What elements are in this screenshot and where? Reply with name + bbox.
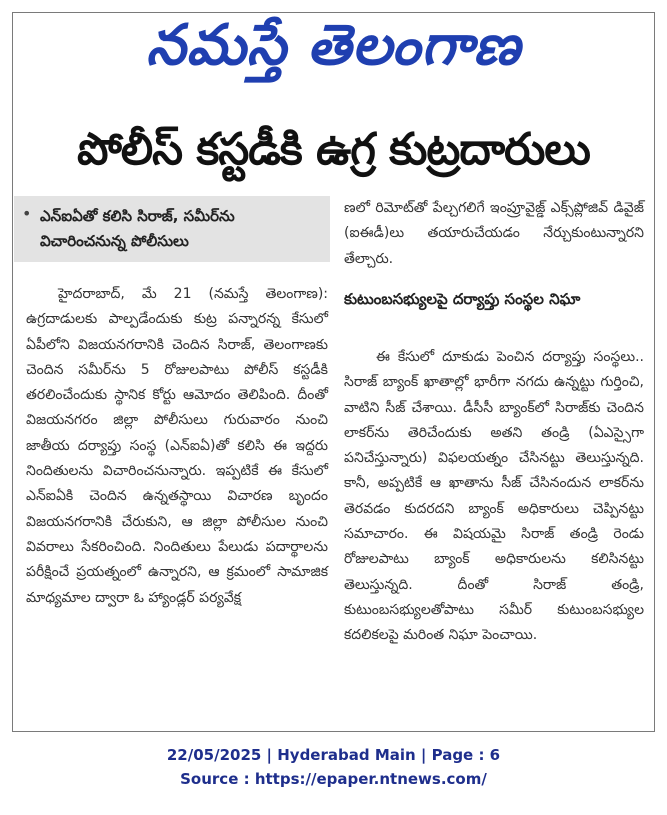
article-subsection-title: కుటుంబసభ్యులపై దర్యాప్తు సంస్థల నిఘా [344, 290, 581, 308]
article-subhead-box [14, 196, 330, 262]
bullet-icon: • [22, 204, 32, 223]
article-paragraph-left: హైదరాబాద్, మే 21 (నమస్తే తెలంగాణ): ఉగ్రదాడులకు పాల్పడేందుకు కుట్ర పన్నారన్న కేసులో ఏపీలోని విజయనగరానికి చెందిన సిరాజ్, తెలంగాణకు చెందిన సమీర్‌ను 5 రోజులపాటు పోలీస్ కస్టడీకి తరలించేందుకు స్థానిక కోర్టు ఆమోదం తెలిపింది. దీంతో విజయనగరం జిల్లా పోలీసులు గురువారం నుంచి జాతీయ దర్యాప్తు సంస్థ (ఎన్ఐఏ)తో కలిసి ఈ ఇద్దరు నిందితులను విచారించనున్నారు. ఇప్పటికే ఈ కేసులో ఎన్ఐఏకి చెందిన ఉన్నతస్థాయి విచారణ బృందం విజయనగరానికి చేరుకుని, ఆ జిల్లా పోలీసుల నుంచి వివరాలు సేకరించింది. నిందితులు పేలుడు పదార్థాలను పరీక్షించే ప్రయత్నంలో ఉన్నారని, ఆ క్రమంలో సామాజిక మాధ్యమాల ద్వారా ఓ హ్యాండ్లర్ పర్యవేక్ష [26, 286, 328, 606]
article-subhead-text: ఎన్ఐఏతో కలిసి సిరాజ్, సమీర్‌ను విచారించనున్న పోలీసులు [40, 207, 235, 250]
newspaper-masthead: నమస్తే తెలంగాణ [146, 12, 521, 78]
article-paragraph-right-top: ణలో రిమోట్‌తో పేల్చగలిగే ఇంప్రూవైజ్డ్ ఎక్స్‌ప్లోజివ్ డివైజ్ (ఐఈడీ)లు తయారుచేయడం నేర్చుకుంటున్నారని తేల్చారు. [344, 200, 644, 267]
article-headline: పోలీస్ కస్టడీకి ఉగ్ర కుట్రదారులు [77, 124, 590, 175]
footer-date-edition: 22/05/2025 | Hyderabad Main | Page : 6 [166, 746, 501, 764]
footer-source: Source : https://epaper.ntnews.com/ [180, 770, 487, 788]
article-column-right-top [344, 196, 644, 272]
article-paragraph-right: ఈ కేసులో దూకుడు పెంచిన దర్యాప్తు సంస్థలు.. సిరాజ్ బ్యాంక్ ఖాతాల్లో భారీగా నగదు ఉన్నట్టు గుర్తించి, వాటిని సీజ్ చేశాయి. డీసీసీ బ్యాంక్‌లో సిరాజ్‌కు చెందిన లాకర్‌ను తెరిచేందుకు అతని తండ్రి (ఏఎస్సైగా పనిచేస్తున్నారు) విఫలయత్నం చేసినట్టు తెలుస్తున్నది. కానీ, అప్పటికే ఆ ఖాతాను సీజ్ చేసినందున లాకర్‌ను తెరవడం కుదరదని బ్యాంక్ అధికారులు చెప్పినట్టు సమాచారం. ఈ విషయమై సిరాజ్ తండ్రి రెండు రోజులపాటు బ్యాంక్ అధికారులను కలిసినట్టు తెలుస్తున్నది. దీంతో సిరాజ్ తండ్రి, కుటుంబసభ్యులతోపాటు సమీర్ కుటుంబసభ్యుల కదలికలపై మరింత నిఘా పెంచాయి. [344, 349, 644, 644]
article-column-left [26, 282, 328, 611]
article-column-right [344, 345, 644, 649]
